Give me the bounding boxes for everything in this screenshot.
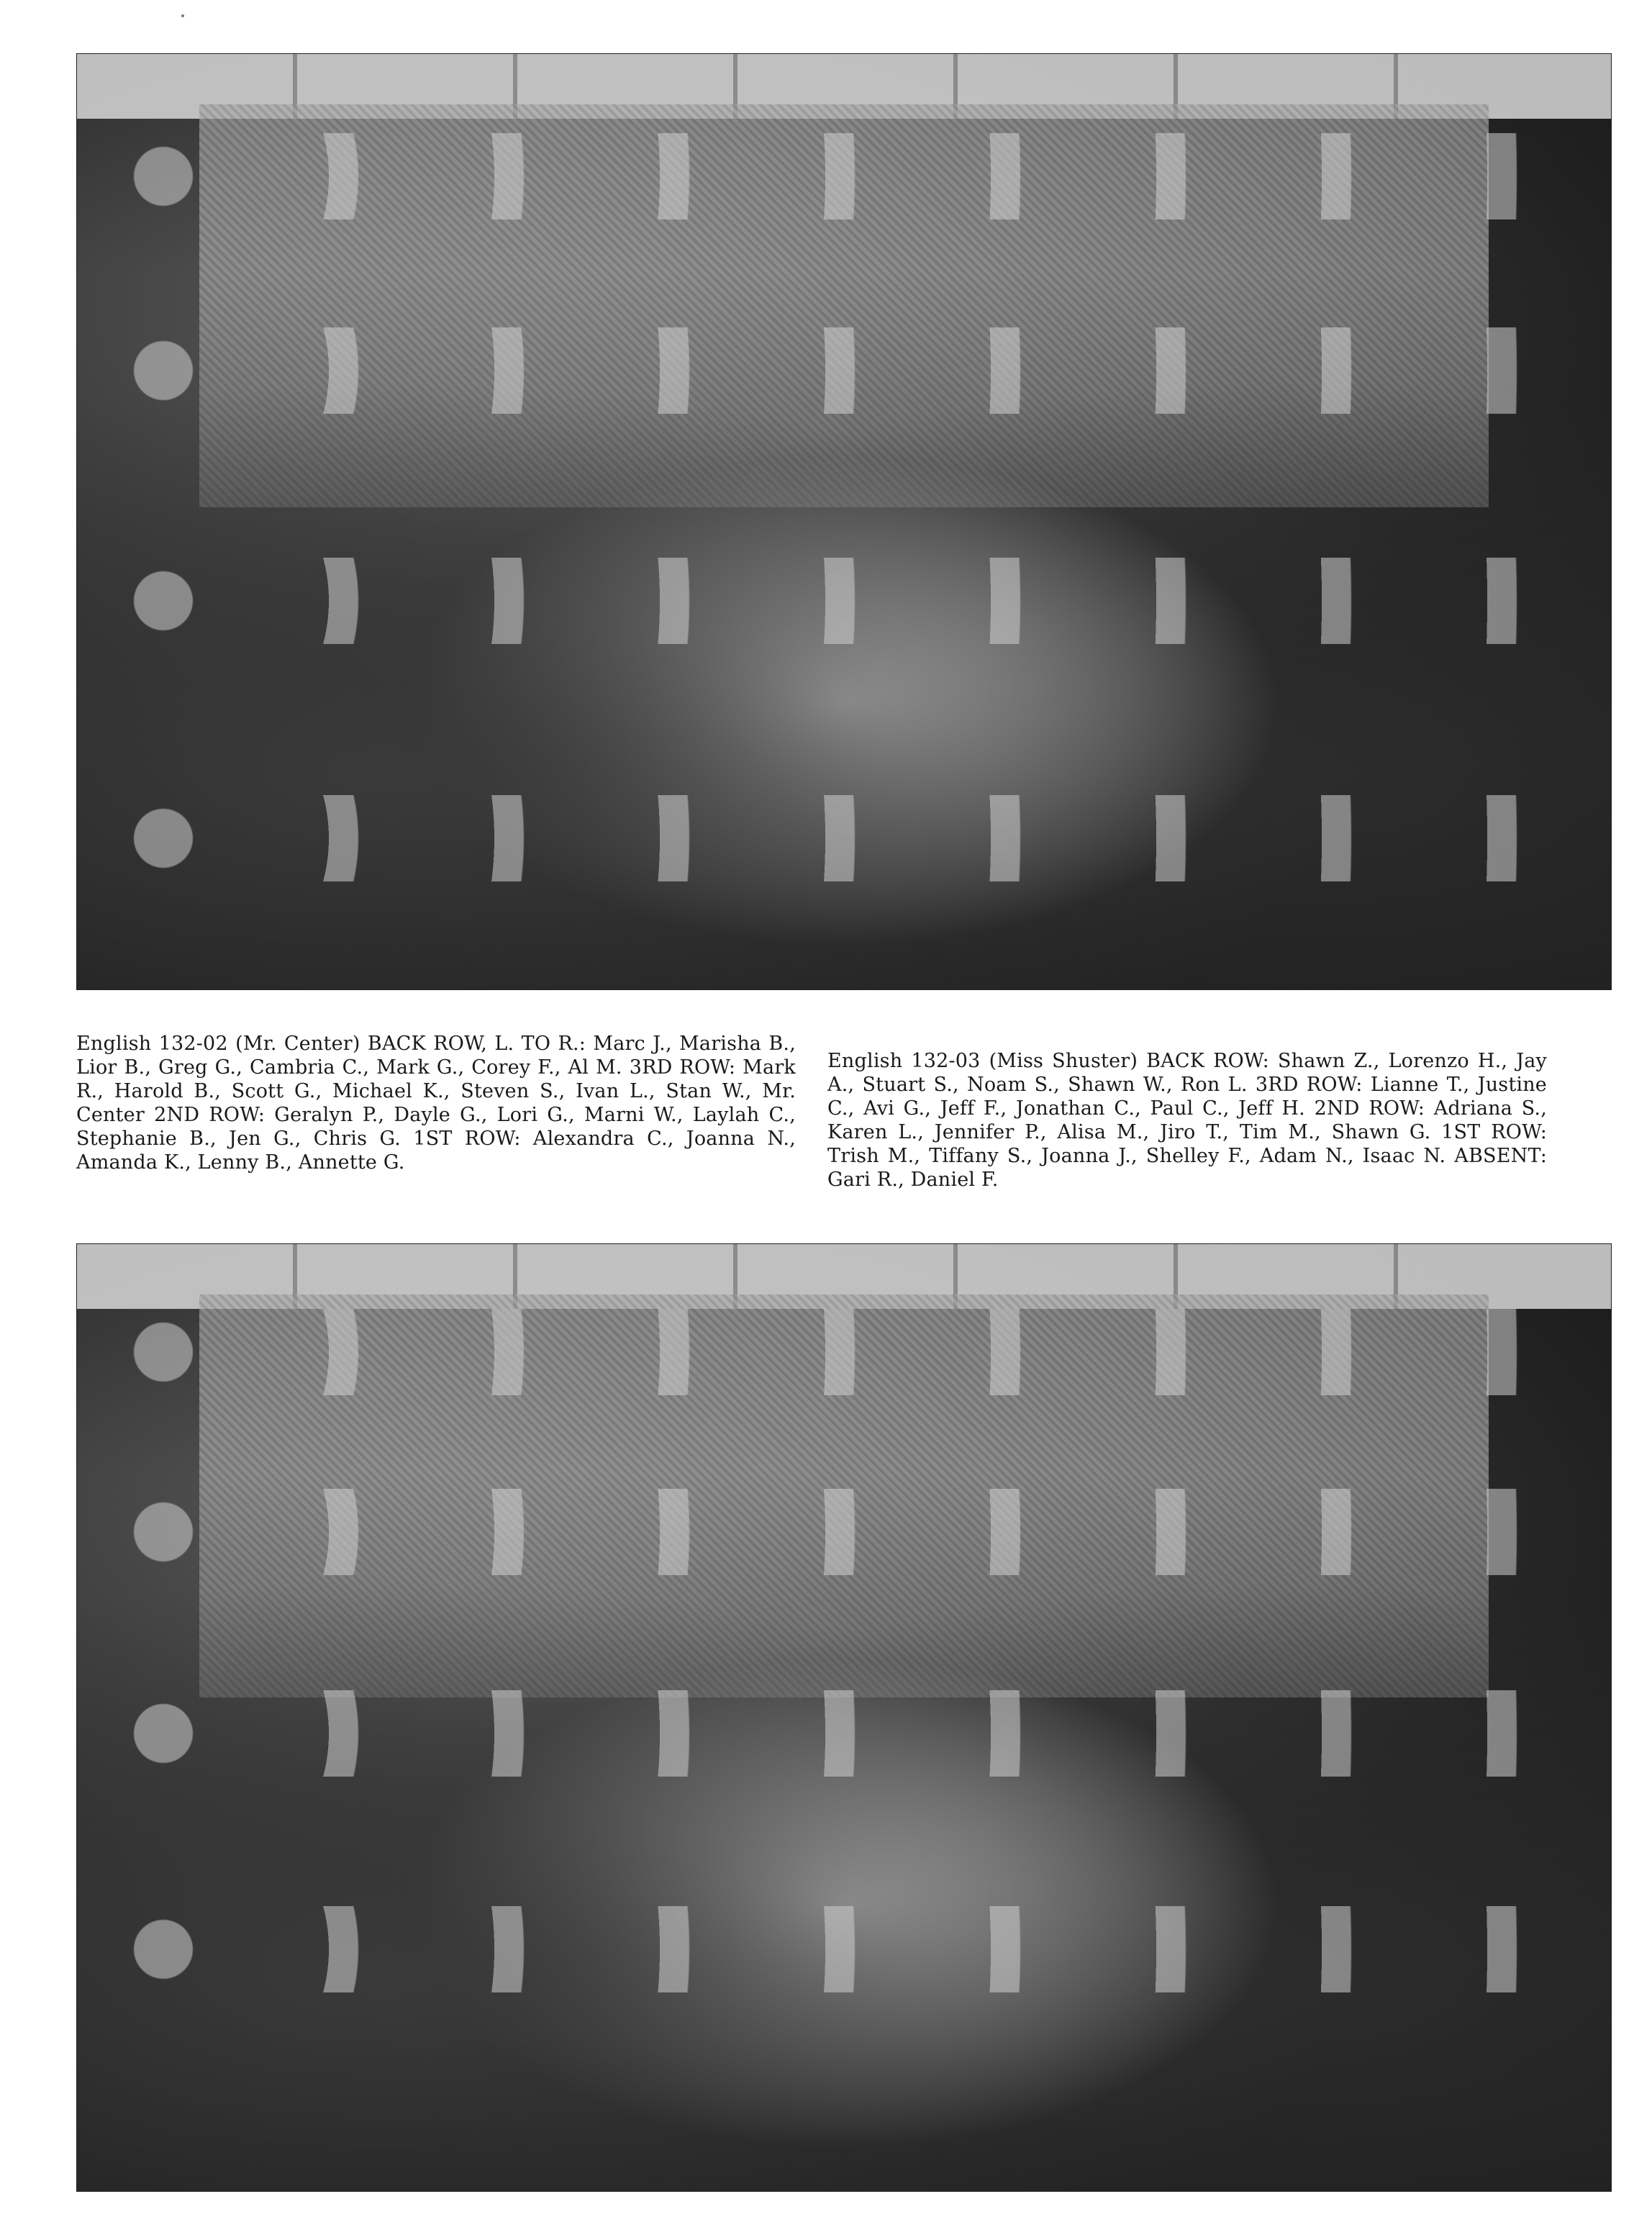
face-row-second (120, 1690, 1568, 1777)
face-row-second (120, 558, 1568, 644)
face-row-back (120, 1309, 1568, 1395)
class-photo-top (76, 53, 1612, 990)
face-row-first (120, 795, 1568, 881)
class-photo-bottom (76, 1243, 1612, 2192)
student-group (77, 1471, 1611, 2191)
caption-english-132-03: English 132-03 (Miss Shuster) BACK ROW: Shawn Z., Lorenzo H., Jay A., Stuart S., Noam S., Shawn W., Ron L. 3RD ROW: Lianne T., Justine C., Avi G., Jeff F., Jonathan C., Paul C., Jeff H. 2ND ROW: Adriana S., Karen L., Jennifer P., Alisa M., Jiro T., Tim M., Shawn G. 1ST ROW: Trish M., Tiffany S., Joanna J., Shelley F., Adam N., Isaac N. ABSENT: Gari R., Daniel F. (827, 1050, 1547, 1191)
face-row-third (120, 327, 1568, 414)
print-speck (181, 14, 184, 17)
face-row-third (120, 1489, 1568, 1575)
face-row-back (120, 133, 1568, 219)
caption-english-132-02: English 132-02 (Mr. Center) BACK ROW, L. TO R.: Marc J., Marisha B., Lior B., Greg G., Cambria C., Mark G., Corey F., Al M. 3RD ROW: Mark R., Harold B., Scott G., Michael K., Steven S., Ivan L., Stan W., Mr. Center 2ND ROW: Geralyn P., Dayle G., Lori G., Marni W., Laylah C., Stephanie B., Jen G., Chris G. 1ST ROW: Alexandra C., Joanna N., Amanda K., Lenny B., Annette G. (76, 1033, 796, 1174)
face-row-first (120, 1906, 1568, 1992)
